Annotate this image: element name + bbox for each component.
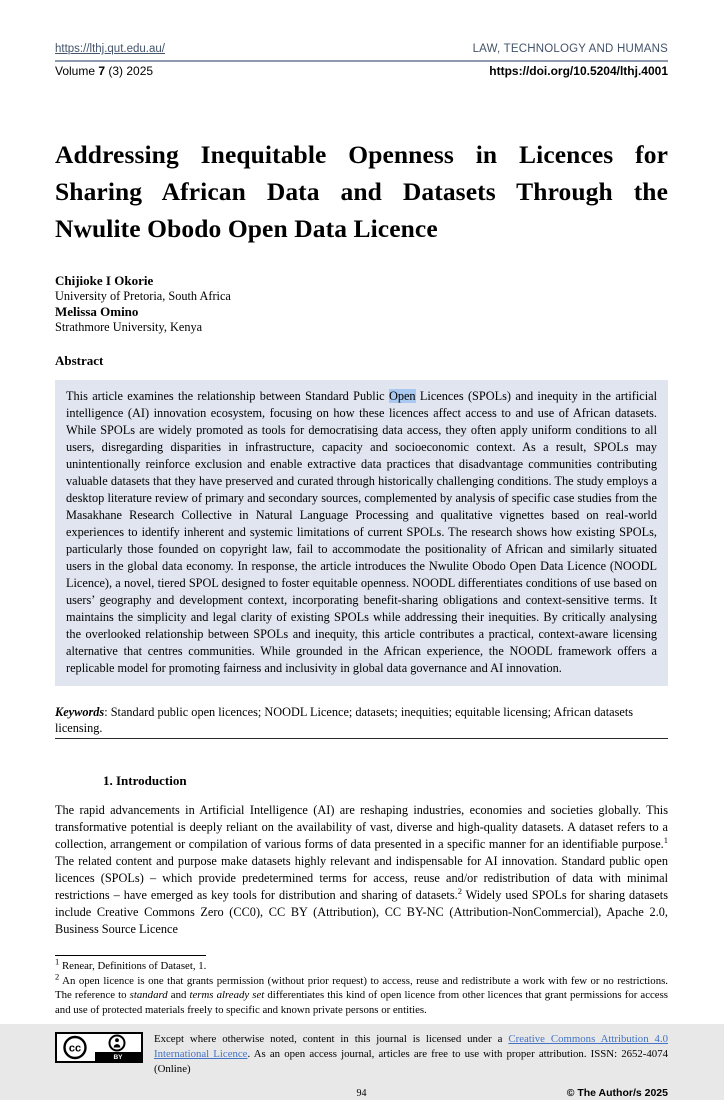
abstract-text: Licences (SPOLs) and inequity in the artificial intelligence (AI) innovation ecosystem, focusing on how these licences affect access to and use of African datasets. While SPOLs are widely promoted as tools for democratising data access, they often apply uniform conditions to all users, disregarding disparities in infrastructure, capacity and socioeconomic context. As a result, SPOLs may unintentionally reinforce exclusion and enable extractive data practices that disadvantage communities contributing valuable datasets that they have preserved and curated through historically challenging conditions. The study employs a desktop literature review of primary and secondary sources, complemented by analysis of specific case studies from the Masakhane Research Collective in Natural Language Processing and qualitative vignettes based on real-world experiences to identify inherent and systemic limitations of current SPOLs. The research shows how existing SPOLs, particularly those founded on copyright law, fail to accommodate the positionality of African and similarly situated users in the global data economy. In response, the article introduces the Nwulite Obodo Open Data Licence (NOODL Licence), a novel, tiered SPOL designed to foster equitable openness. NOODL differentiates conditions of use based on users’ geography and development context, incorporating benefit-sharing obligations and context-sensitive terms. It maintains the simplicity and legal clarity of existing SPOLs while addressing their inequities. By critically analysing the overlooked relationship between SPOLs and inequity, this article contributes a practical, context-aware licensing alternative that centres communities. While grounded in the African experience, the NOODL framework offers a replicable model for promoting fairness and inclusivity in global data governance and AI innovation. [66,389,657,675]
journal-name: LAW, TECHNOLOGY AND HUMANS [472,43,668,55]
footnote-separator [55,955,206,956]
author-affiliation: University of Pretoria, South Africa [55,288,231,303]
abstract-heading: Abstract [55,353,104,368]
page-header [55,42,668,57]
author-affiliation: Strathmore University, Kenya [55,319,203,334]
header-meta-row [55,64,668,79]
abstract-text: This article examines the relationship between Standard Public [66,389,389,403]
volume-info: Volume 7 (3) 2025 [55,64,154,78]
selected-text-highlight: Open [388,389,416,403]
header-divider [55,60,668,62]
keywords-line [55,704,668,739]
footnote-ref-2: 2 [457,885,462,896]
cc-by-badge-graphic [57,1034,141,1061]
article-title: Addressing Inequitable Openness in Licences for Sharing African Data and Datasets Through the Nwulite Obodo Open Data Licence [55,140,668,243]
footnote-1: $^1$ Renear, Definitions of Dataset, 1. [55,956,207,972]
section-heading-introduction: 1. Introduction [103,773,187,788]
journal-site-link[interactable]: https://lthj.qut.edu.au/ [55,43,165,55]
keywords-text: : Standard public open licences; NOODL Licence; datasets; inequities; equitable licensing; African datasets licensing. [55,705,634,735]
keywords-label: Keywords [55,705,105,719]
doi-text: https://doi.org/10.5204/lthj.4001 [489,64,668,78]
introduction-paragraph: The rapid advancements in Artificial Intelligence (AI) are reshaping industries, economies and societies globally. This transformative potential is deeply reliant on the availability of vast, diverse and high-quality datasets. A dataset refers to a collection, arrangement or compilation of various forms of data presented in a specific manner for an identifiable purpose.$^1$ The related content and purpose make datasets highly relevant and indispensable for AI innovation. Standard public open licences (SPOLs) – which provide predetermined terms for access, reuse and/or redistribution of data with minimal restrictions – have emerged as key tools for distribution and sharing of datasets.$^2$ Widely used SPOLs for sharing datasets include Creative Commons Zero (CC0), CC BY (Attribution), CC BY-NC (Attribution-NonCommercial), Apache 2.0, Business Source Licence [55,803,668,936]
license-row [55,1032,668,1077]
author-name: Chijioke I Okorie [55,273,154,288]
page-number: 94 [356,1087,367,1099]
cc-by-badge[interactable] [55,1032,143,1063]
authors-block [55,273,668,335]
svg-text:cc: cc [68,1042,82,1055]
footnote-ref-1: 1 [663,834,668,845]
license-statement: Except where otherwise noted, content in this journal is licensed under a Creative Commons Attribution 4.0 International Licence. As an open access journal, articles are free to use with proper attribution. ISSN: 2652-4074 (Online) [154,1033,669,1075]
by-label: BY [113,1054,123,1062]
footnote-2: $^2$ An open licence is one that grants permission (without prior request) to access, reuse and redistribute a work with few or no restrictions. The reference to standard and terms already set differentiates this kind of open licence from other licences that grant permissions for access and use of protected materials freely to specific and known private persons or entities. [55,970,668,1016]
footnotes-block [55,956,668,1017]
copyright-notice: © The Author/s 2025 [566,1087,668,1099]
author-name: Melissa Omino [55,304,139,319]
abstract-box [55,380,668,686]
page-footer [55,1086,668,1100]
cc-licence-link[interactable]: Creative Commons Attribution 4.0 International Licence [154,1033,669,1060]
